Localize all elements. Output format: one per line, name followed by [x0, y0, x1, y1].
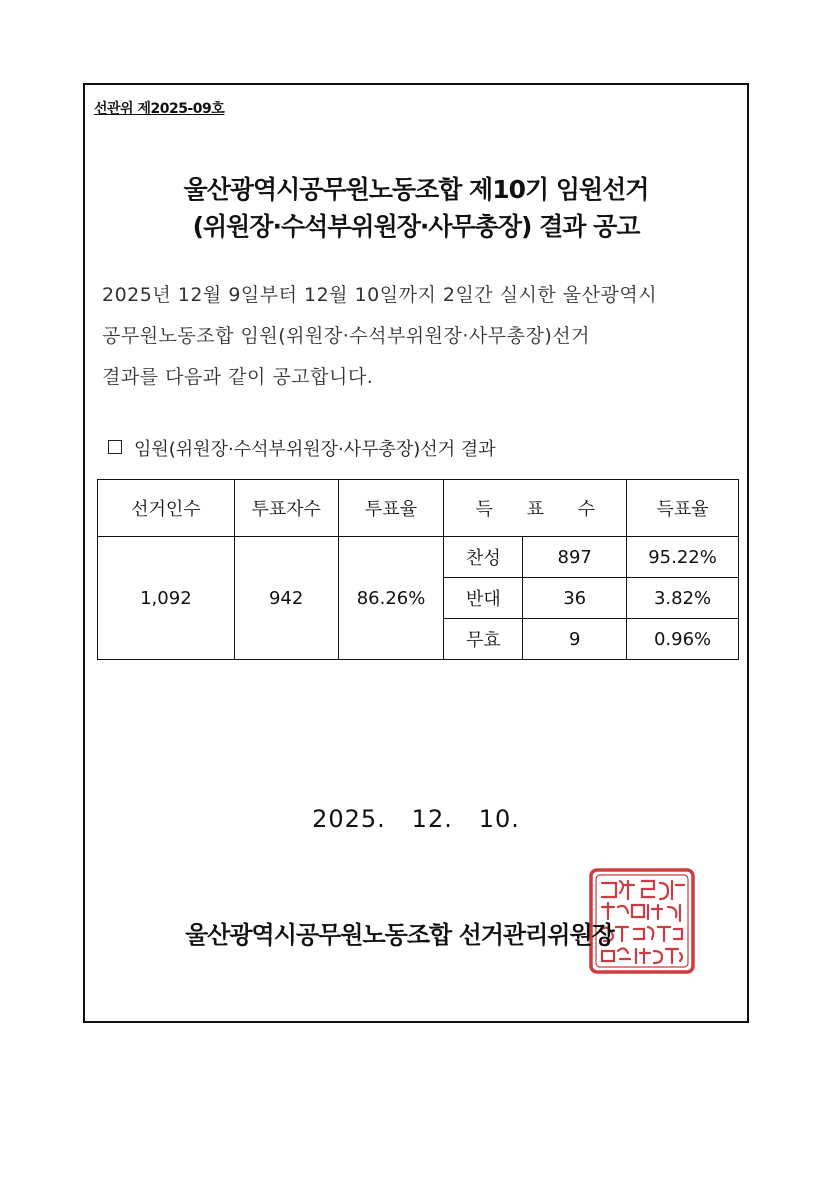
header-vote-rate: 득표율	[627, 480, 739, 537]
cell-vote-rate: 0.96%	[627, 619, 739, 660]
results-table	[97, 479, 739, 660]
section-heading-text: 임원(위원장·수석부위원장·사무총장)선거 결과	[134, 439, 496, 460]
cell-vote-count: 36	[523, 578, 627, 619]
header-voters: 투표자수	[234, 480, 338, 537]
square-bullet-icon	[108, 440, 122, 454]
notice-frame	[83, 83, 749, 1023]
notice-title-line-1: 울산광역시공무원노동조합 제10기 임원선거	[183, 175, 649, 204]
notice-body	[102, 275, 742, 398]
header-turnout: 투표율	[338, 480, 444, 537]
notice-title-line-2: (위원장·수석부위원장·사무총장) 결과 공고	[192, 212, 640, 241]
cell-vote-label: 찬성	[444, 537, 523, 578]
cell-vote-count: 897	[523, 537, 627, 578]
header-votes: 득 표 수	[444, 480, 627, 537]
cell-turnout: 86.26%	[338, 537, 444, 660]
document-number: 선관위 제2025-09호	[94, 101, 225, 117]
body-line: 2025년 12월 9일부터 12월 10일까지 2일간 실시한 울산광역시	[102, 284, 658, 306]
notice-date: 2025. 12. 10.	[312, 805, 520, 833]
body-line: 공무원노동조합 임원(위원장·수석부위원장·사무총장)선거	[102, 325, 590, 347]
table-header-row	[98, 480, 739, 537]
cell-vote-count: 9	[523, 619, 627, 660]
section-heading	[108, 435, 496, 461]
cell-voters: 942	[234, 537, 338, 660]
signatory: 울산광역시공무원노동조합 선거관리위원장	[185, 921, 614, 949]
cell-vote-rate: 3.82%	[627, 578, 739, 619]
cell-vote-rate: 95.22%	[627, 537, 739, 578]
cell-vote-label: 반대	[444, 578, 523, 619]
header-electorate: 선거인수	[98, 480, 235, 537]
cell-electorate: 1,092	[98, 537, 235, 660]
table-row	[98, 537, 739, 578]
body-line: 결과를 다음과 같이 공고합니다.	[102, 366, 374, 388]
cell-vote-label: 무효	[444, 619, 523, 660]
